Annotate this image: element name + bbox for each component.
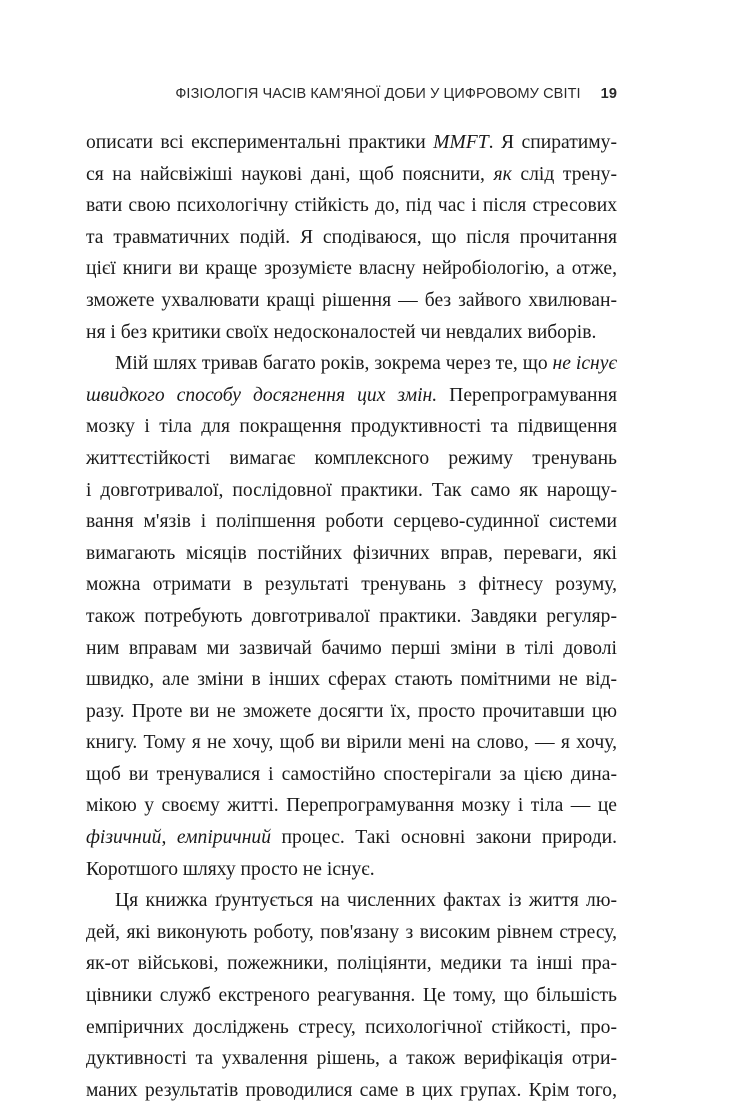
text-line <box>86 253 617 285</box>
text-segment: слід трену- <box>511 163 617 185</box>
text-segment: дей, які виконують роботу, пов'язану з високим рівнем стресу, <box>86 921 617 943</box>
text-segment: цієї книги ви краще зрозумієте власну нейробіологію, а отже, <box>86 258 617 280</box>
text-segment: мікою у своєму житті. Перепрограмування мозку і тіла — це <box>86 795 617 817</box>
text-line <box>86 475 617 507</box>
text-segment: як-от військові, пожежники, поліціянти, медики та інші пра- <box>86 953 617 975</box>
text-line <box>86 664 617 696</box>
text-line <box>86 190 617 222</box>
text-line <box>86 159 617 191</box>
text-line <box>86 538 617 570</box>
italic-text: фізичний <box>86 827 162 849</box>
text-line <box>86 506 617 538</box>
italic-text: як <box>493 163 512 185</box>
text-line <box>86 948 617 980</box>
text-line <box>86 317 617 349</box>
text-segment: зможете ухвалювати кращі рішення — без зайвого хвилюван- <box>86 289 617 311</box>
text-line <box>86 790 617 822</box>
text-segment: Коротшого шляху просто не існує. <box>86 858 375 880</box>
text-line <box>86 696 617 728</box>
text-line <box>86 759 617 791</box>
text-line <box>86 633 617 665</box>
text-line <box>86 411 617 443</box>
text-line <box>86 1012 617 1044</box>
text-line <box>86 127 617 159</box>
text-segment: маних результатів проводилися саме в цих групах. Крім того, <box>86 1079 617 1101</box>
text-segment: життєстійкості вимагає комплексного режиму тренувань <box>86 447 617 469</box>
text-segment: вання м'язів і поліпшення роботи серцево-судинної системи <box>86 511 617 533</box>
text-segment: разу. Проте ви не зможете досягти їх, просто прочитавши цю <box>86 700 617 722</box>
running-header <box>0 86 617 102</box>
text-segment: ня і без критики своїх недосконалостей чи невдалих виборів. <box>86 321 597 343</box>
text-segment: щоб ви тренувалися і самостійно спостерігали за цією дина- <box>86 763 617 785</box>
text-line <box>86 822 617 854</box>
text-segment: книгу. Тому я не хочу, щоб ви вірили мені на слово, — я хочу, <box>86 732 617 754</box>
text-segment: вимагають місяців постійних фізичних вправ, переваги, які <box>86 542 617 564</box>
text-line <box>86 601 617 633</box>
text-line <box>86 569 617 601</box>
text-segment: цівники служб екстреного реагування. Це тому, що більшість <box>86 985 617 1007</box>
text-segment: дуктивності та ухвалення рішень, а також верифікація отри- <box>86 1048 617 1070</box>
italic-text: швидкого способу досягнення цих змін. <box>86 384 438 406</box>
text-segment: Мій шлях тривав багато років, зокрема через те, що <box>115 353 553 375</box>
text-line <box>86 727 617 759</box>
text-segment: Ця книжка ґрунтується на численних фактах із життя лю- <box>115 890 617 912</box>
text-line <box>86 443 617 475</box>
text-segment: . Я спиратиму- <box>488 132 617 153</box>
text-segment: швидко, але зміни в інших сферах стають помітними не від- <box>86 669 617 691</box>
italic-text: не існує <box>552 353 617 375</box>
body-text <box>86 127 617 1106</box>
text-segment: також потребують довготривалої практики. Завдяки регуляр- <box>86 605 617 627</box>
text-segment: мозку і тіла для покращення продуктивності та підвищення <box>86 416 617 438</box>
text-line <box>86 854 617 886</box>
text-line <box>86 885 617 917</box>
text-line <box>86 348 617 380</box>
text-segment: Перепрограмування <box>437 384 617 406</box>
text-segment: описати всі експериментальні практики <box>86 132 434 153</box>
italic-text: емпіричний <box>176 827 272 849</box>
page-number: 19 <box>600 86 617 102</box>
text-segment: та травматичних подій. Я сподіваюся, що після прочитання <box>86 226 617 248</box>
text-segment: , <box>161 827 177 849</box>
text-segment: ним вправам ми зазвичай бачимо перші зміни в тілі доволі <box>86 637 617 659</box>
text-line <box>86 1043 617 1075</box>
text-segment: ся на найсвіжіші наукові дані, щоб пояснити, <box>86 163 494 185</box>
text-line <box>86 917 617 949</box>
text-line <box>86 380 617 412</box>
text-line <box>86 222 617 254</box>
text-segment: можна отримати в результаті тренувань з фітнесу розуму, <box>86 574 617 596</box>
text-segment: емпіричних досліджень стресу, психологічної стійкості, про- <box>86 1016 617 1038</box>
text-segment: і довготривалої, послідовної практики. Так само як нарощу- <box>86 479 617 501</box>
text-segment: процес. Такі основні закони природи. <box>271 827 618 849</box>
italic-text: MMFT <box>433 132 489 153</box>
running-title: ФІЗІОЛОГІЯ ЧАСІВ КАМ'ЯНОЇ ДОБИ У ЦИФРОВОМУ СВІТІ <box>175 86 581 102</box>
text-line <box>86 285 617 317</box>
text-segment: вати свою психологічну стійкість до, під час і після стресових <box>86 195 617 217</box>
text-line <box>86 1075 617 1106</box>
text-line <box>86 980 617 1012</box>
